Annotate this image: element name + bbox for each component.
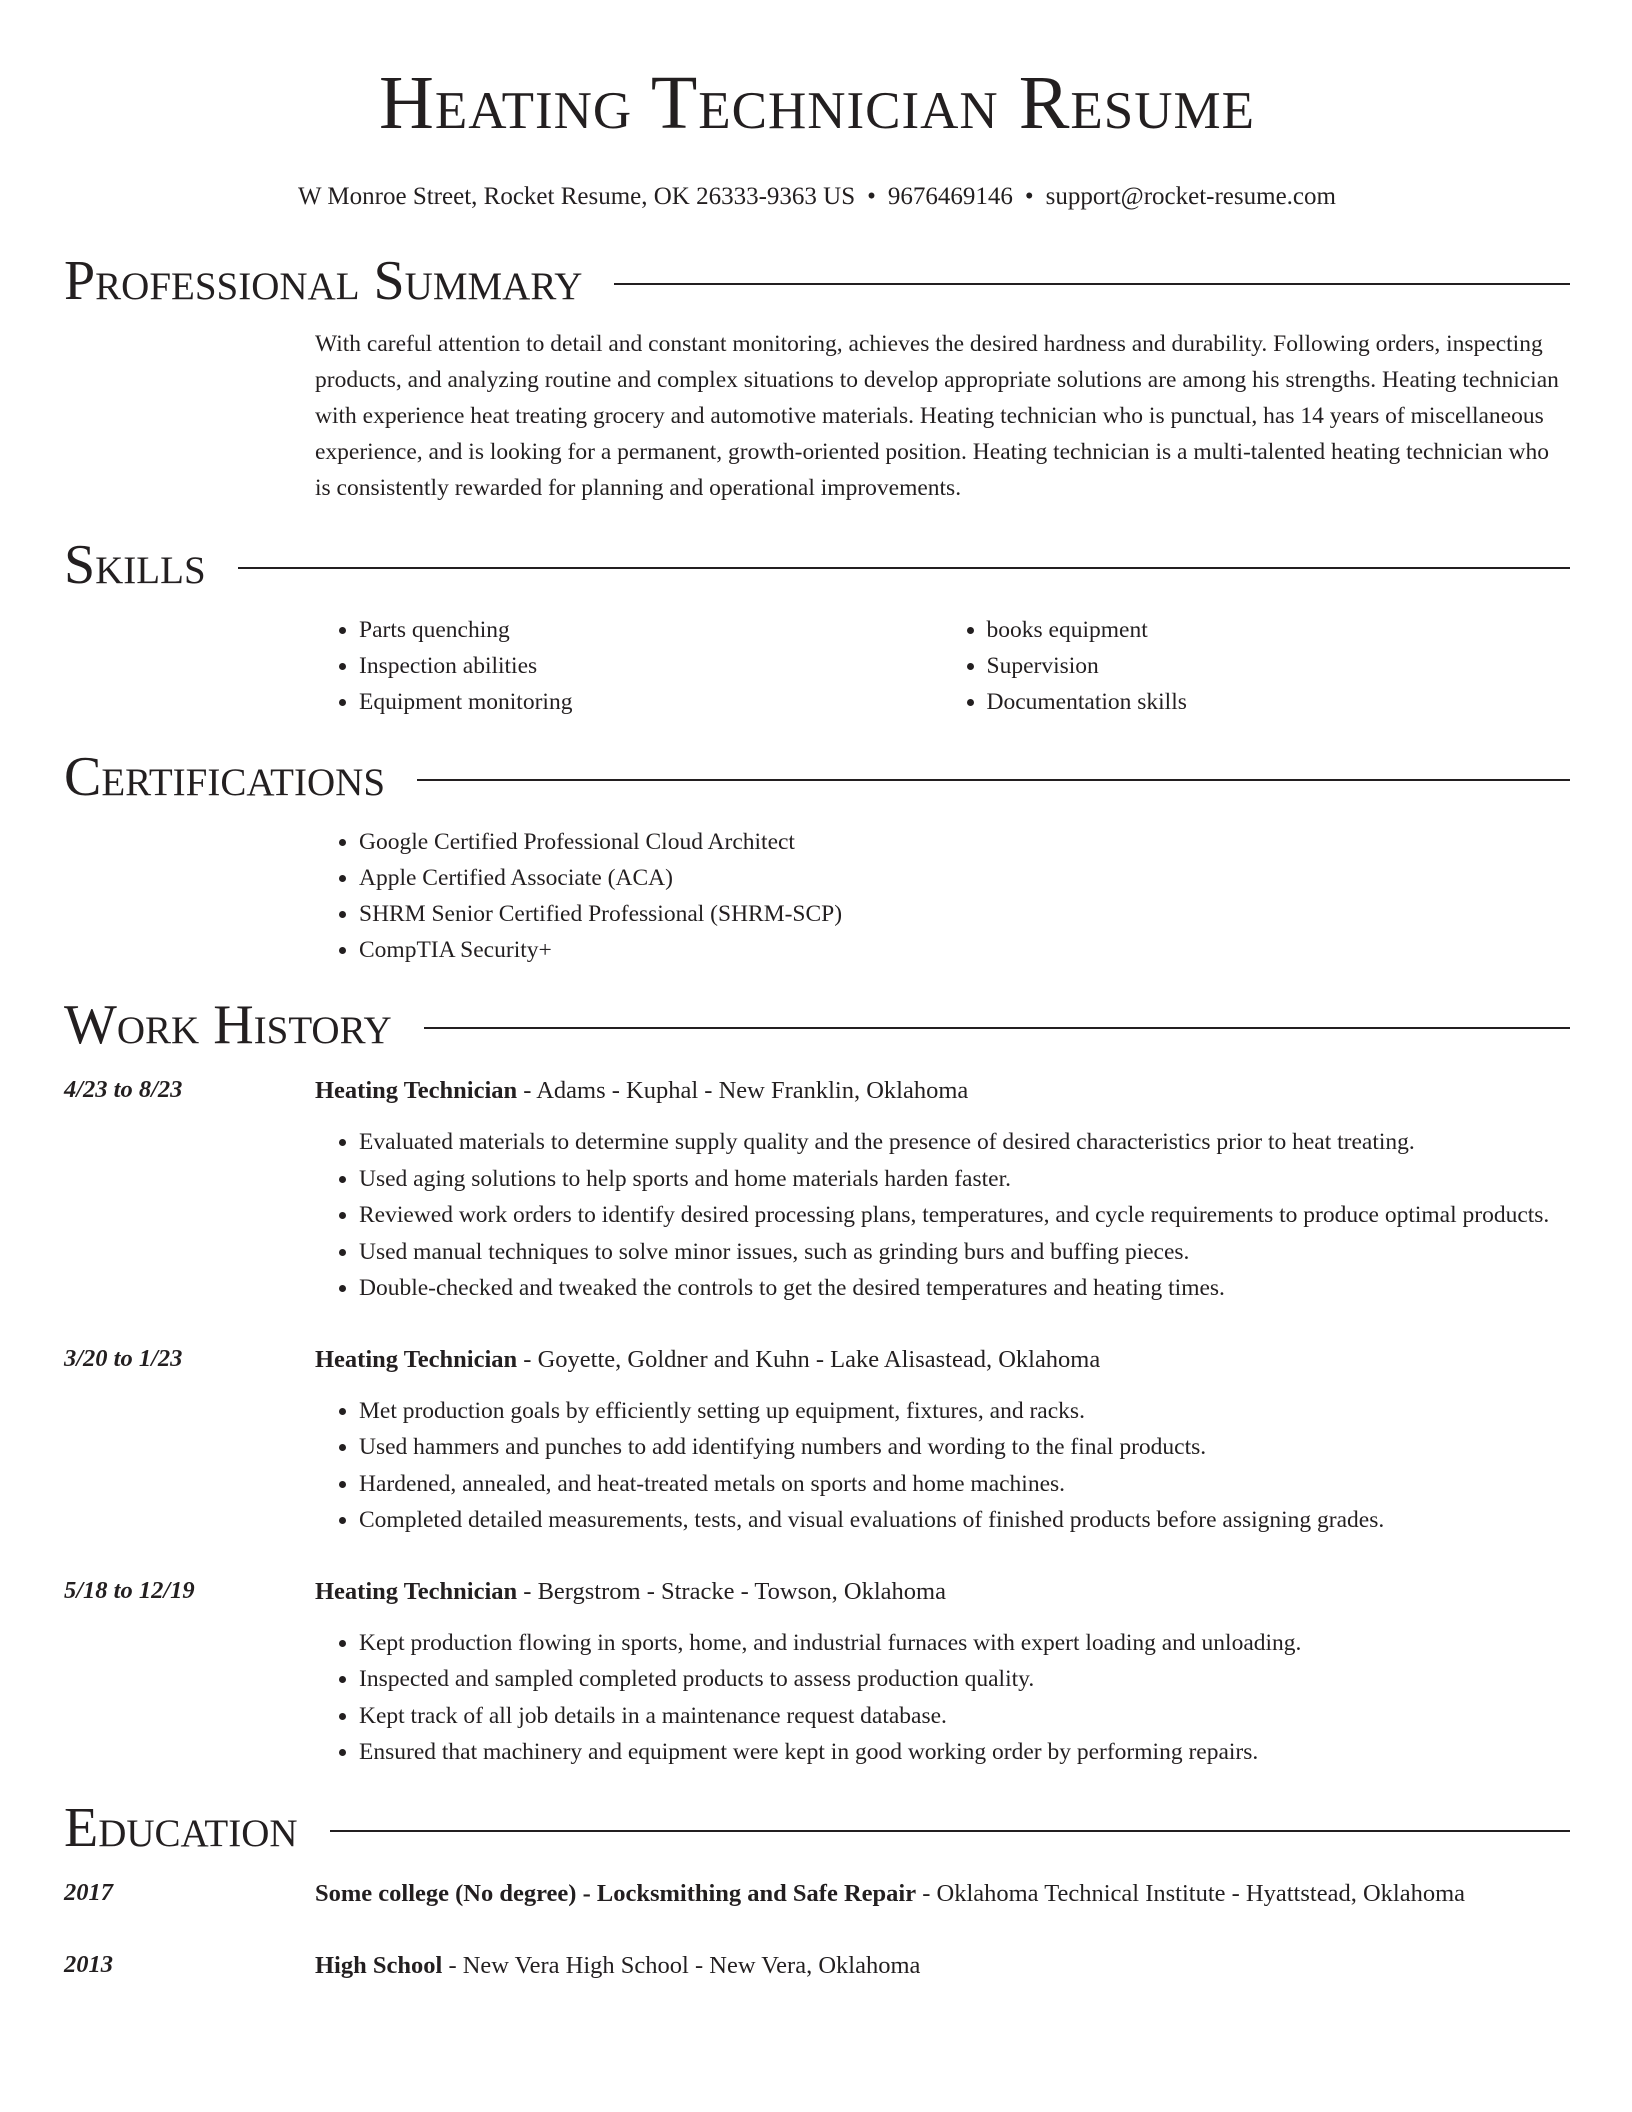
skills-list	[315, 612, 1570, 720]
job-duties	[315, 1393, 1570, 1539]
contact-separator: •	[1024, 183, 1034, 210]
section-divider	[238, 567, 1570, 569]
job-role: Heating Technician	[315, 1077, 518, 1104]
skill-item: • Parts quenching	[359, 612, 943, 648]
duty-item: • Ensured that machinery and equipment were kept in good working order by performing repairs.	[359, 1734, 1570, 1771]
education-entry	[64, 1947, 1570, 1985]
certifications-list	[315, 824, 1570, 968]
education-degree: High School	[315, 1951, 443, 1979]
contact-separator: •	[867, 183, 876, 210]
duty-item: • Hardened, annealed, and heat-treated metals on sports and home machines.	[359, 1466, 1570, 1503]
education-details	[315, 1875, 1570, 1913]
summary-text: With careful attention to detail and constant monitoring, achieves the desired hardness and durability. Following orders, inspecting products, and analyzing routine and complex situations to develop appropriate solutions are among his strengths. Heating technician with experience heat treating grocery and automotive materials. Heating technician who is punctual, has 14 years of miscellaneous experience, and is looking for a permanent, growth-oriented position. Heating technician is a multi-talented heating technician who is consistently rewarded for planning and operational improvements.	[315, 331, 1559, 501]
education-heading: Education	[64, 1796, 298, 1859]
education-year: 2017	[64, 1878, 113, 1906]
skills-heading: Skills	[64, 534, 206, 596]
certification-item: • Apple Certified Associate (ACA)	[359, 860, 1570, 896]
job-role: Heating Technician	[315, 1345, 518, 1373]
contact-email: support@rocket-resume.com	[1045, 183, 1336, 210]
job-dates: 3/20 to 1/23	[64, 1344, 183, 1372]
job-title-line	[315, 1573, 1570, 1611]
certifications-section-header	[64, 746, 1570, 808]
contact-phone: 9676469146	[887, 183, 1013, 210]
section-divider	[417, 779, 1570, 781]
work-section-header	[64, 994, 1570, 1056]
work-heading: Work History	[64, 994, 392, 1056]
summary-heading: Professional Summary	[64, 250, 583, 312]
job-employer: - Adams - Kuphal - New Franklin, Oklahoma	[517, 1077, 969, 1104]
education-school: - Oklahoma Technical Institute - Hyattstead, Oklahoma	[916, 1879, 1466, 1907]
skill-item: • Supervision	[987, 648, 1571, 684]
section-divider	[614, 283, 1570, 285]
job-duties	[315, 1625, 1570, 1771]
certifications-heading: Certifications	[64, 746, 386, 808]
skill-item: • Equipment monitoring	[359, 684, 943, 720]
certification-item: • CompTIA Security+	[359, 932, 1570, 968]
job-employer: - Bergstrom - Stracke - Towson, Oklahoma	[517, 1577, 946, 1605]
summary-section-header	[64, 250, 1570, 312]
certification-item: • Google Certified Professional Cloud Architect	[359, 824, 1570, 860]
certification-item: • SHRM Senior Certified Professional (SHRM-SCP)	[359, 896, 1570, 932]
section-divider	[424, 1027, 1570, 1029]
job-dates: 5/18 to 12/19	[64, 1576, 195, 1604]
job-entry	[64, 1341, 1570, 1379]
duty-item: • Met production goals by efficiently setting up equipment, fixtures, and racks.	[359, 1393, 1570, 1430]
resume-page	[64, 0, 1570, 1985]
job-entry	[64, 1072, 1570, 1110]
job-title-line	[315, 1341, 1570, 1379]
duty-item: • Inspected and sampled completed products to assess production quality.	[359, 1661, 1570, 1698]
education-school: - New Vera High School - New Vera, Oklahoma	[442, 1951, 921, 1979]
duty-item: • Used aging solutions to help sports and home materials harden faster.	[359, 1161, 1570, 1198]
education-entry	[64, 1875, 1570, 1913]
job-role: Heating Technician	[315, 1577, 518, 1605]
skills-section-header	[64, 534, 1570, 596]
duty-item: • Completed detailed measurements, tests, and visual evaluations of finished products before assigning grades.	[359, 1502, 1570, 1539]
skills-column-right	[943, 612, 1571, 720]
duty-item: • Kept production flowing in sports, home, and industrial furnaces with expert loading and unloading.	[359, 1625, 1570, 1662]
skills-column-left	[315, 612, 943, 720]
contact-line	[64, 182, 1570, 212]
duty-item: • Double-checked and tweaked the controls to get the desired temperatures and heating times.	[359, 1270, 1570, 1307]
duty-item: • Evaluated materials to determine supply quality and the presence of desired characteristics prior to heat treating.	[359, 1124, 1570, 1161]
job-duties	[315, 1124, 1570, 1307]
job-title-line	[315, 1072, 1570, 1110]
education-section-header	[64, 1797, 1570, 1859]
education-degree: Some college (No degree) - Locksmithing and Safe Repair	[315, 1879, 917, 1907]
job-entry	[64, 1573, 1570, 1611]
job-employer: - Goyette, Goldner and Kuhn - Lake Alisastead, Oklahoma	[517, 1345, 1101, 1373]
skill-item: • Documentation skills	[987, 684, 1571, 720]
skill-item: • Inspection abilities	[359, 648, 943, 684]
duty-item: • Used hammers and punches to add identifying numbers and wording to the final products.	[359, 1429, 1570, 1466]
resume-title: Heating Technician Resume	[378, 61, 1256, 145]
education-details	[315, 1947, 1570, 1985]
education-year: 2013	[64, 1950, 113, 1978]
section-divider	[330, 1830, 1570, 1832]
skill-item: • books equipment	[987, 612, 1571, 648]
duty-item: • Reviewed work orders to identify desired processing plans, temperatures, and cycle requirements to produce optimal products.	[359, 1197, 1570, 1234]
duty-item: • Used manual techniques to solve minor issues, such as grinding burs and buffing pieces.	[359, 1234, 1570, 1271]
job-dates: 4/23 to 8/23	[64, 1076, 183, 1103]
contact-address: W Monroe Street, Rocket Resume, OK 26333-9363 US	[298, 183, 856, 210]
duty-item: • Kept track of all job details in a maintenance request database.	[359, 1698, 1570, 1735]
